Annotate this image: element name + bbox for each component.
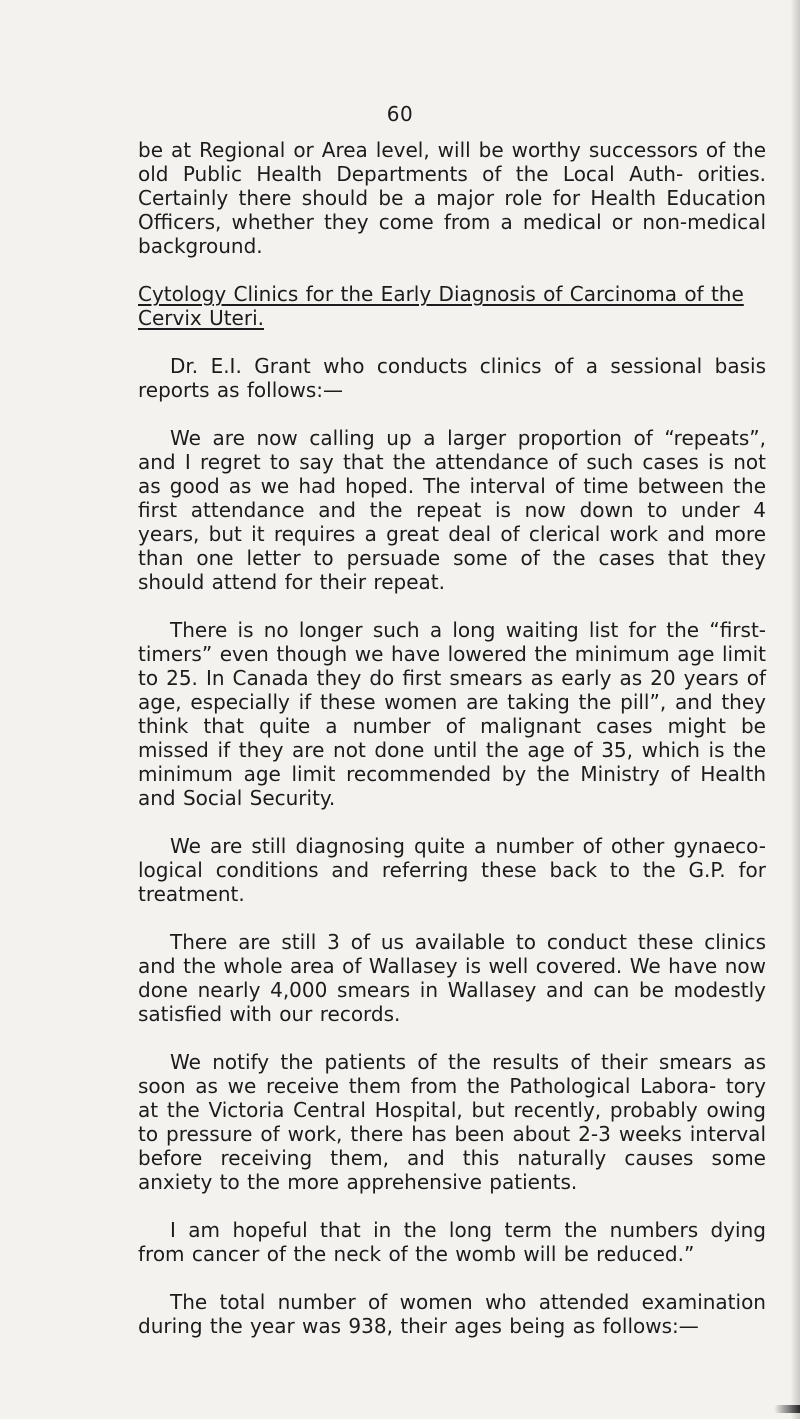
scan-corner-mark: [774, 1405, 800, 1413]
paragraph-first-timers: There is no longer such a long waiting list for the “first-timers” even though we have lowered the minimum age limit to 25. In Canada they do first smears as early as 20 years of age, especially if these women are taking the pill”, and they think that quite a number of malignant cases might be missed if they are not done until the age of 35, which is the minimum age limit recommended by the Ministry of Health and Social Security.: [138, 618, 766, 810]
paragraph-clinic-staff: There are still 3 of us available to conduct these clinics and the whole area of Wallasey is well covered. We have now done nearly 4,000 smears in Wallasey and can be modestly satisfied with our records.: [138, 930, 766, 1026]
paragraph-report-intro: Dr. E.I. Grant who conducts clinics of a sessional basis reports as follows:—: [138, 354, 766, 402]
paragraph-total-attendance: The total number of women who attended examination during the year was 938, their ages being as follows:—: [138, 1290, 766, 1338]
paragraph-hopeful-outlook: I am hopeful that in the long term the numbers dying from cancer of the neck of the womb will be reduced.”: [138, 1218, 766, 1266]
paragraph-gynaecological-conditions: We are still diagnosing quite a number of other gynaeco- logical conditions and referring these back to the G.P. for treatment.: [138, 834, 766, 906]
paragraph-public-health: be at Regional or Area level, will be worthy successors of the old Public Health Departments of the Local Auth- orities. Certainly there should be a major role for Health Education Officers, whether they come from a medical or non-medical background.: [138, 138, 766, 258]
page-edge-shadow: [791, 0, 800, 1419]
document-body: [138, 138, 766, 1338]
section-heading-cytology-clinics: Cytology Clinics for the Early Diagnosis of Carcinoma of the Cervix Uteri.: [138, 282, 744, 330]
page-number: 60: [386, 102, 414, 126]
paragraph-smear-results: We notify the patients of the results of their smears as soon as we receive them from the Pathological Labora- tory at the Victoria Central Hospital, but recently, probably owing to pressure of work, there has been about 2-3 weeks interval before receiving them, and this naturally causes some anxiety to the more apprehensive patients.: [138, 1050, 766, 1194]
paragraph-repeats: We are now calling up a larger proportion of “repeats”, and I regret to say that the attendance of such cases is not as good as we had hoped. The interval of time between the first attendance and the repeat is now down to under 4 years, but it requires a great deal of clerical work and more than one letter to persuade some of the cases that they should attend for their repeat.: [138, 426, 766, 594]
